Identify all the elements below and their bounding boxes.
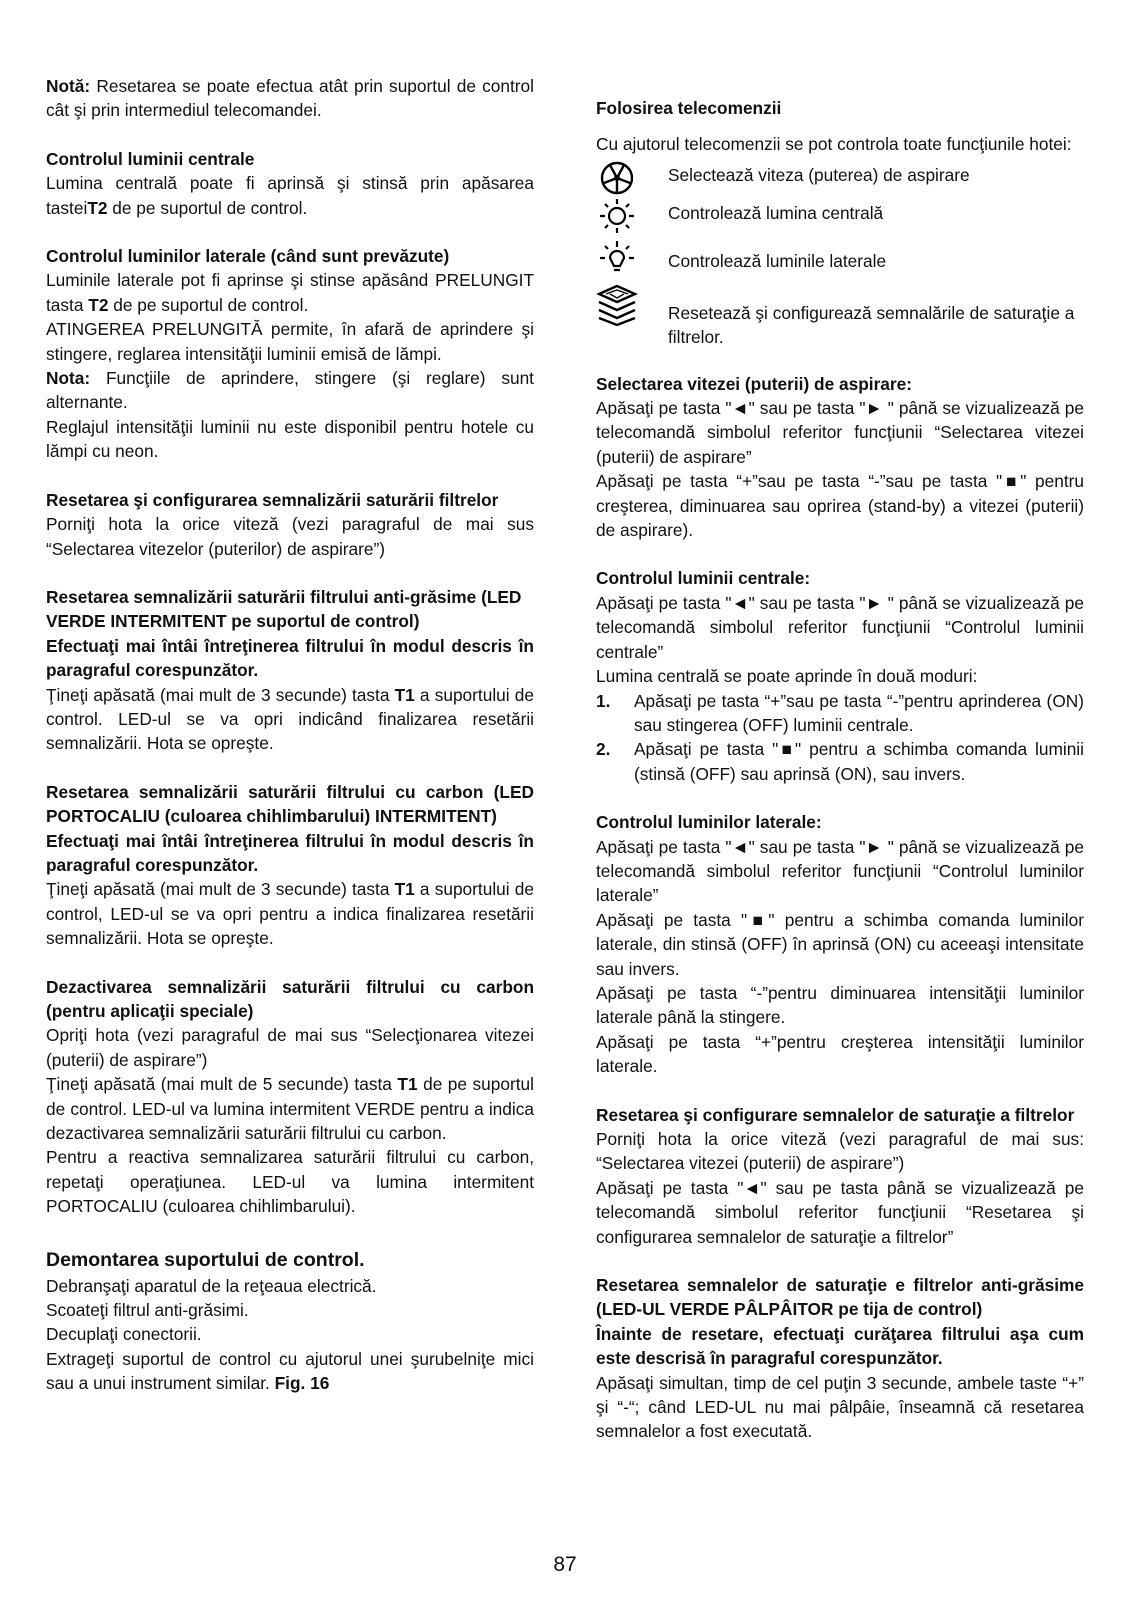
list-item: 1. Apăsaţi pe tasta “+”sau pe tasta “-”pentru aprinderea (ON) sau stingerea (OFF) luminii centrale.: [596, 690, 1084, 735]
fan-icon-label: Selectează viteza (puterea) de aspirare: [668, 164, 970, 185]
section-title-side-lights: Controlul luminilor laterale (când sunt prevăzute): [46, 246, 450, 267]
remote-grease-text: Apăsaţi simultan, timp de cel puţin 3 secunde, ambele taste “+” şi “-“; când LED-UL nu mai pâlpâie, înseamnă că resetarea semnalelor a fost executată.: [596, 1372, 1084, 1442]
central-light-text: Lumina centrală poate fi aprinsă şi stinsă prin apăsarea tasteiT2 de pe suportul de control.: [46, 173, 534, 218]
icon-row-side-lights: [596, 239, 1084, 277]
speed-text-2: Apăsaţi pe tasta “+”sau pe tasta “-”sau pe tasta "■" pentru creşterea, diminuarea sau oprirea (stand-by) a vitezei (puterii) de aspirare).: [596, 471, 1084, 541]
carbon-deactivate-text-1: Opriţi hota (vezi paragraful de mai sus “Selecţionarea vitezei (puterii) de aspirare”): [46, 1025, 534, 1070]
section-title-carbon-filter-reset: Resetarea semnalizării saturării filtrului cu carbon (LED PORTOCALIU (culoarea chihlimbarului) INTERMITENT): [46, 781, 534, 827]
dismount-step-1: Debranşaţi aparatul de la reţeaua electrică.: [46, 1275, 377, 1296]
remote-side-lights-text-4: Apăsaţi pe tasta “+”pentru creşterea intensităţii luminilor laterale.: [596, 1031, 1084, 1077]
section-title-remote-filter-reset: Resetarea şi configurare semnalelor de saturaţie a filtrelor: [596, 1104, 1075, 1125]
carbon-filter-instruction: Efectuaţi mai întâi întreţinerea filtrului în modul descris în paragraful corespunzător.: [46, 830, 534, 875]
icon-row-filter: [596, 283, 1084, 350]
section-title-speed: Selectarea vitezei (puterii) de aspirare:: [596, 373, 912, 394]
section-title-remote-grease-reset: Resetarea semnalelor de saturaţie e filtrelor anti-grăsime (LED-UL VERDE PÂLPÂITOR pe tija de control): [596, 1275, 1084, 1320]
note-text: Resetarea se poate efectua atât prin suportul de control cât şi prin intermediul telecomandei.: [46, 76, 534, 121]
side-light-icon: [596, 239, 646, 277]
side-lights-note: Nota: Funcţiile de aprindere, stingere (şi reglare) sunt alternante.: [46, 368, 534, 413]
remote-side-lights-text-3: Apăsaţi pe tasta “-”pentru diminuarea intensităţii luminilor laterale până la stingere.: [596, 982, 1084, 1028]
speed-text-1: Apăsaţi pe tasta "◄" sau pe tasta "► " până se vizualizează pe telecomandă simbolul referitor funcţiunii “Selectarea vitezei (puterii) de aspirare”: [596, 398, 1084, 467]
filter-icon: [596, 283, 646, 331]
right-column: [596, 96, 1084, 1444]
filter-icon-label: Resetează şi configurează semnalările de saturaţie a filtrelor.: [668, 302, 1075, 348]
section-title-central-light: Controlul luminii centrale: [46, 148, 255, 169]
dismount-step-2: Scoateţi filtrul anti-grăsimi.: [46, 1300, 249, 1321]
section-title-filter-reset: Resetarea şi configurarea semnalizării saturării filtrelor: [46, 489, 499, 510]
section-title-remote: Folosirea telecomenzii: [596, 98, 782, 118]
dismount-step-3: Decuplaţi conectorii.: [46, 1324, 202, 1345]
side-lights-text-1: Luminile laterale pot fi aprinse şi stinse apăsând PRELUNGIT tasta T2 de pe suportul de control.: [46, 270, 534, 315]
remote-filter-reset-text-1: Porniţi hota la orice viteză (vezi paragraful de mai sus: “Selectarea vitezei (puterii) de aspirare”): [596, 1129, 1084, 1174]
dismount-step-4: Extrageţi suportul de control cu ajutorul unei şurubelniţe mici sau a unui instrument similar. Fig. 16: [46, 1348, 534, 1394]
filter-reset-text: Porniţi hota la orice viteză (vezi paragraful de mai sus “Selectarea vitezelor (puterilor) de aspirare”): [46, 514, 534, 559]
section-title-grease-filter-reset: Resetarea semnalizării saturării filtrului anti-grăsime (LED VERDE INTERMITENT pe suportul de control): [46, 586, 522, 632]
section-title-remote-central-light: Controlul luminii centrale:: [596, 568, 811, 589]
remote-filter-reset-text-2: Apăsaţi pe tasta "◄" sau pe tasta până se vizualizează pe telecomandă simbolul referitor funcţiunii “Resetarea şi configurarea semnalelor de saturaţie a filtrelor”: [596, 1177, 1084, 1247]
central-light-modes-list: [596, 689, 1084, 787]
section-title-dismount: Demontarea suportului de control.: [46, 1248, 365, 1271]
grease-filter-instruction: Efectuaţi mai întâi întreţinerea filtrului în modul descris în paragraful corespunzător.: [46, 635, 534, 681]
light-icon: [596, 197, 646, 235]
fan-icon: [596, 159, 646, 197]
remote-grease-instruction: Înainte de resetare, efectuaţi curăţarea filtrului aşa cum este descrisă în paragraful corespunzător.: [596, 1323, 1084, 1369]
grease-filter-text: Ţineţi apăsată (mai mult de 3 secunde) tasta T1 a suportului de control. LED-ul se va opri indicând finalizarea resetării semnalizării. Hota se opreşte.: [46, 684, 534, 754]
carbon-deactivate-text-3: Pentru a reactiva semnalizarea saturării filtrului cu carbon, repetaţi operaţiunea. LED-ul va lumina intermitent PORTOCALIU (culoarea chihlimbarului).: [46, 1147, 534, 1217]
remote-side-lights-text-2: Apăsaţi pe tasta "■" pentru a schimba comanda luminilor laterale, din stinsă (OFF) în aprinsă (ON) cu aceeaşi intensitate sau invers.: [596, 909, 1084, 979]
carbon-filter-text: Ţineţi apăsată (mai mult de 3 secunde) tasta T1 a suportului de control, LED-ul se va opri pentru a indica finalizarea resetării semnalizării. Hota se opreşte.: [46, 879, 534, 949]
remote-side-lights-text-1: Apăsaţi pe tasta "◄" sau pe tasta "► " până se vizualizează pe telecomandă simbolul referitor funcţiunii “Controlul luminilor laterale”: [596, 836, 1084, 906]
section-title-remote-side-lights: Controlul luminilor laterale:: [596, 812, 822, 833]
light-icon-label: Controlează lumina centrală: [668, 202, 884, 223]
list-item: 2. Apăsaţi pe tasta "■" pentru a schimba comanda luminii (stinsă (OFF) sau aprinsă (ON), sau invers.: [596, 739, 1084, 784]
carbon-deactivate-text-2: Ţineţi apăsată (mai mult de 5 secunde) tasta T1 de pe suportul de control. LED-ul va lumina intermitent VERDE pentru a indica dezactivarea semnalizării saturării filtrului cu carbon.: [46, 1074, 535, 1144]
side-light-icon-label: Controlează luminile laterale: [668, 250, 887, 271]
icon-row-central-light: [596, 197, 1084, 235]
icon-row-fan: [596, 159, 1084, 197]
left-column: [46, 74, 534, 1396]
page-number: 87: [553, 1553, 577, 1576]
side-lights-text-2: ATINGEREA PRELUNGITĂ permite, în afară de aprindere şi stingere, reglarea intensităţii luminii emisă de lămpi.: [46, 319, 534, 364]
section-title-carbon-deactivate: Dezactivarea semnalizării saturării filtrului cu carbon (pentru aplicaţii speciale): [46, 976, 534, 1021]
remote-central-light-text-1: Apăsaţi pe tasta "◄" sau pe tasta "► " până se vizualizează pe telecomandă simbolul referitor funcţiunii “Controlul luminii centrale”: [596, 592, 1084, 662]
side-lights-text-4: Reglajul intensităţii luminii nu este disponibil pentru hotele cu lămpi cu neon.: [46, 416, 534, 462]
remote-intro: Cu ajutorul telecomenzii se pot controla toate funcţiunile hotei:: [596, 134, 1072, 155]
note-paragraph: [46, 74, 534, 123]
note-label: Notă:: [46, 76, 91, 96]
remote-central-light-text-2: Lumina centrală se poate aprinde în două moduri:: [596, 666, 978, 687]
